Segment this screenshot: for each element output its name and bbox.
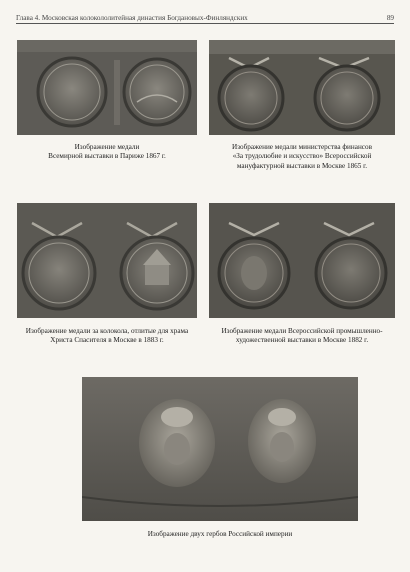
chapter-title: Глава 4. Московская колокололитейная династия Богдановых-Финляндских <box>16 14 248 22</box>
photo-cathedral-medals <box>17 203 197 318</box>
photo-1882-exhibition-medals <box>209 203 395 318</box>
caption-paris-medal: Изображение медали Всемирной выставки в Париже 1867 г. <box>48 143 166 161</box>
caption-1882-exhibition-medals: Изображение медали Всероссийской промышленно- художественной выставки в Москве 1882 г. <box>221 327 383 345</box>
running-header <box>16 8 394 24</box>
caption-cathedral-medals: Изображение медали за колокола, отлитые для храма Христа Спасителя в Москве в 1883 г. <box>25 327 189 345</box>
photo-finance-ministry-medals <box>209 40 395 135</box>
photo-coats-of-arms <box>82 377 358 521</box>
caption-coats-of-arms: Изображение двух гербов Российской империи <box>147 530 293 538</box>
page-number: 89 <box>386 14 394 22</box>
caption-finance-ministry-medals: Изображение медали министерства финансов «За трудолюбие и искусство» Всероссийской мануфактурной выставки в Москве 1865 г. <box>232 143 372 170</box>
photo-paris-medal <box>17 40 197 135</box>
